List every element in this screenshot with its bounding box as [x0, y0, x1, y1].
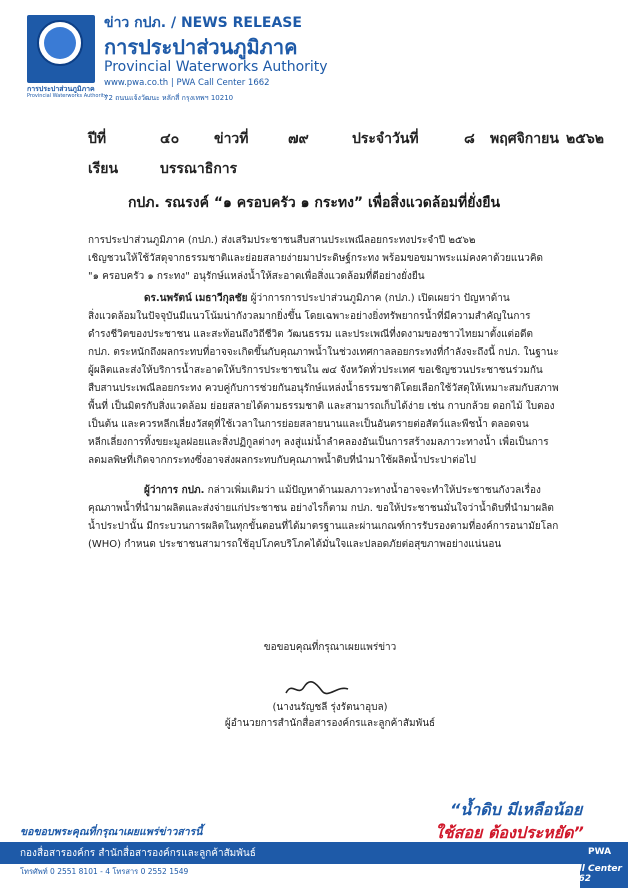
logo-label-th: การประปาส่วนภูมิภาค [27, 85, 95, 93]
org-name-en: Provincial Waterworks Authority [104, 59, 328, 75]
paragraph-line: "๑ ครอบครัว ๑ กระทง" อนุรักษ์แหล่งน้ำให้สะอาดเพื่อสิ่งแวดล้อมที่ดีอย่างยั่งยืน [88, 271, 425, 282]
thanks-text: ขอขอบพระคุณที่กรุณาเผยแพร่ข่าวสารนี้ [20, 826, 203, 838]
date-value: ๘ [464, 131, 475, 147]
paragraph-line: กปภ. ตระหนักถึงผลกระทบที่อาจจะเกิดขึ้นกับคุณภาพน้ำในช่วงเทศกาลลอยกระทงที่กำลังจะถึงนี้ กปภ. ในฐานะ [88, 347, 559, 358]
paragraph-line: คุณภาพน้ำที่นำมาผลิตและส่งจ่ายแก่ประชาชน อย่างไรก็ตาม กปภ. ขอให้ประชาชนมั่นใจว่าน้ำดิบที่นำมาผลิต [88, 503, 554, 514]
paragraph-line: พื้นที่ เป็นมิตรกับสิ่งแวดล้อม ย่อยสลายได้ตามธรรมชาติ และสามารถเก็บได้ง่าย เช่น กาบกล้วย ดอกไม้ ใบตอง [88, 401, 555, 412]
news-value: ๗๙ [288, 131, 309, 147]
paragraph-lead: ดร.นพรัตน์ เมธาวีกุลชัย [144, 293, 248, 304]
slogan-line-1: “น้ำดิบ มีเหลือน้อย [450, 800, 583, 819]
paragraph-2 [88, 290, 594, 470]
to-label: เรียน [88, 161, 119, 177]
year-value: ๔๐ [160, 131, 180, 147]
news-release-label: ข่าว กปภ. / NEWS RELEASE [104, 15, 302, 31]
water-drop-icon [44, 27, 76, 59]
address: 72 ถนนแจ้งวัฒนะ หลักสี่ กรุงเทพฯ 10210 [104, 94, 234, 102]
closing-text: ขอขอบคุณที่กรุณาเผยแพร่ข่าว [263, 642, 397, 653]
org-name-th: การประปาส่วนภูมิภาค [104, 35, 298, 59]
paragraph-line: ลดมลพิษที่เกิดจากกระทงซึ่งอาจส่งผลกระทบกับคุณภาพน้ำดิบที่นำมาใช้ผลิตน้ำประปาต่อไป [88, 455, 476, 466]
paragraph-line: การประปาส่วนภูมิภาค (กปภ.) ส่งเสริมประชาชนสืบสานประเพณีลอยกระทงประจำปี ๒๕๖๒ [88, 235, 476, 246]
paragraph-line: ผู้ว่าการ กปภ. กล่าวเพิ่มเติมว่า แม้ปัญหาด้านมลภาวะทางน้ำอาจจะทำให้ประชาชนกังวลเรื่อง [144, 485, 541, 496]
month: พฤศจิกายน [490, 131, 559, 147]
signature-icon [282, 679, 352, 699]
headline: กปภ. รณรงค์ “๑ ครอบครัว ๑ กระทง” เพื่อสิ่งแวดล้อมที่ยั่งยืน [127, 195, 501, 211]
paragraph-line: ดร.นพรัตน์ เมธาวีกุลชัย ผู้ว่าการการประปาส่วนภูมิภาค (กปภ.) เปิดเผยว่า ปัญหาด้าน [144, 293, 510, 304]
paragraph-1 [88, 232, 594, 286]
logo-label-en: Provincial Waterworks Authority [27, 93, 107, 99]
footer-pwa: PWA [588, 847, 612, 857]
year-label: ปีที่ [88, 131, 107, 147]
footer-call-center: Call Center 1662 [566, 864, 622, 884]
paragraph-line: ดำรงชีวิตของประชาชน และสะท้อนถึงวิถีชีวิต วัฒนธรรม และประเพณีที่งดงามของชาวไทยมาตั้งแต่อดีต [88, 329, 534, 340]
paragraph-line: สืบสานประเพณีลอยกระทง ควบคู่กับการช่วยกันอนุรักษ์แหล่งน้ำธรรมชาติโดยเลือกใช้วัสดุให้เหมาะสมกับสภาพ [88, 383, 559, 394]
slogan-line-2: ใช้สอย ต้องประหยัด” [435, 823, 584, 842]
footer-department: กองสื่อสารองค์กร สำนักสื่อสารองค์กรและลูกค้าสัมพันธ์ [20, 848, 256, 859]
paragraph-line: สิ่งแวดล้อมในปัจจุบันมีแนวโน้มน่ากังวลมากยิ่งขึ้น โดยเฉพาะอย่างยิ่งทรัพยากรน้ำที่มีความสำคัญในการ [88, 311, 531, 322]
paragraph-lead: ผู้ว่าการ กปภ. [144, 485, 205, 496]
news-label: ข่าวที่ [214, 131, 249, 147]
paragraph-line: เป็นต้น และควรหลีกเลี่ยงวัสดุที่ใช้เวลาในการย่อยสลายนานและเป็นอันตรายต่อสัตว์และพืชน้ำ ตลอดจน [88, 419, 529, 430]
date-label: ประจำวันที่ [352, 131, 419, 147]
signer-name: (นางนรัญชลี รุ่งรัตนาอุบล) [272, 702, 388, 713]
footer-phones: โทรศัพท์ 0 2551 8101 - 4 โทรสาร 0 2552 1549 [20, 867, 189, 876]
website-line[interactable]: www.pwa.co.th | PWA Call Center 1662 [104, 78, 270, 88]
paragraph-line: เชิญชวนให้ใช้วัสดุจากธรรมชาติและย่อยสลายง่ายมาประดิษฐ์กระทง พร้อมขอขมาพระแม่คงคาด้วยแนวคิด [88, 253, 544, 264]
signer-title: ผู้อำนวยการสำนักสื่อสารองค์กรและลูกค้าสัมพันธ์ [224, 718, 436, 729]
paragraph-line: หลีกเลี่ยงการทิ้งขยะมูลฝอยและสิ่งปฏิกูลต่างๆ ลงสู่แม่น้ำลำคลองอันเป็นการสร้างมลภาวะทางน้ำ เพื่อเป็นการ [88, 437, 549, 448]
paragraph-line: ผู้ผลิตและส่งให้บริการน้ำสะอาดให้บริการประชาชนใน ๗๔ จังหวัดทั่วประเทศ ขอเชิญชวนประชาชนร่วมกัน [88, 365, 543, 376]
to-value: บรรณาธิการ [160, 161, 238, 177]
paragraph-3 [88, 482, 594, 554]
year-be: ๒๕๖๒ [566, 131, 604, 147]
paragraph-line: (WHO) กำหนด ประชาชนสามารถใช้อุปโภคบริโภคได้มั่นใจและปลอดภัยต่อสุขภาพอย่างแน่นอน [88, 539, 502, 550]
paragraph-line: น้ำประปานั้น มีกระบวนการผลิตในทุกขั้นตอนที่ได้มาตรฐานและผ่านเกณฑ์การรับรองตามที่องค์การอนามัยโลก [88, 521, 559, 532]
